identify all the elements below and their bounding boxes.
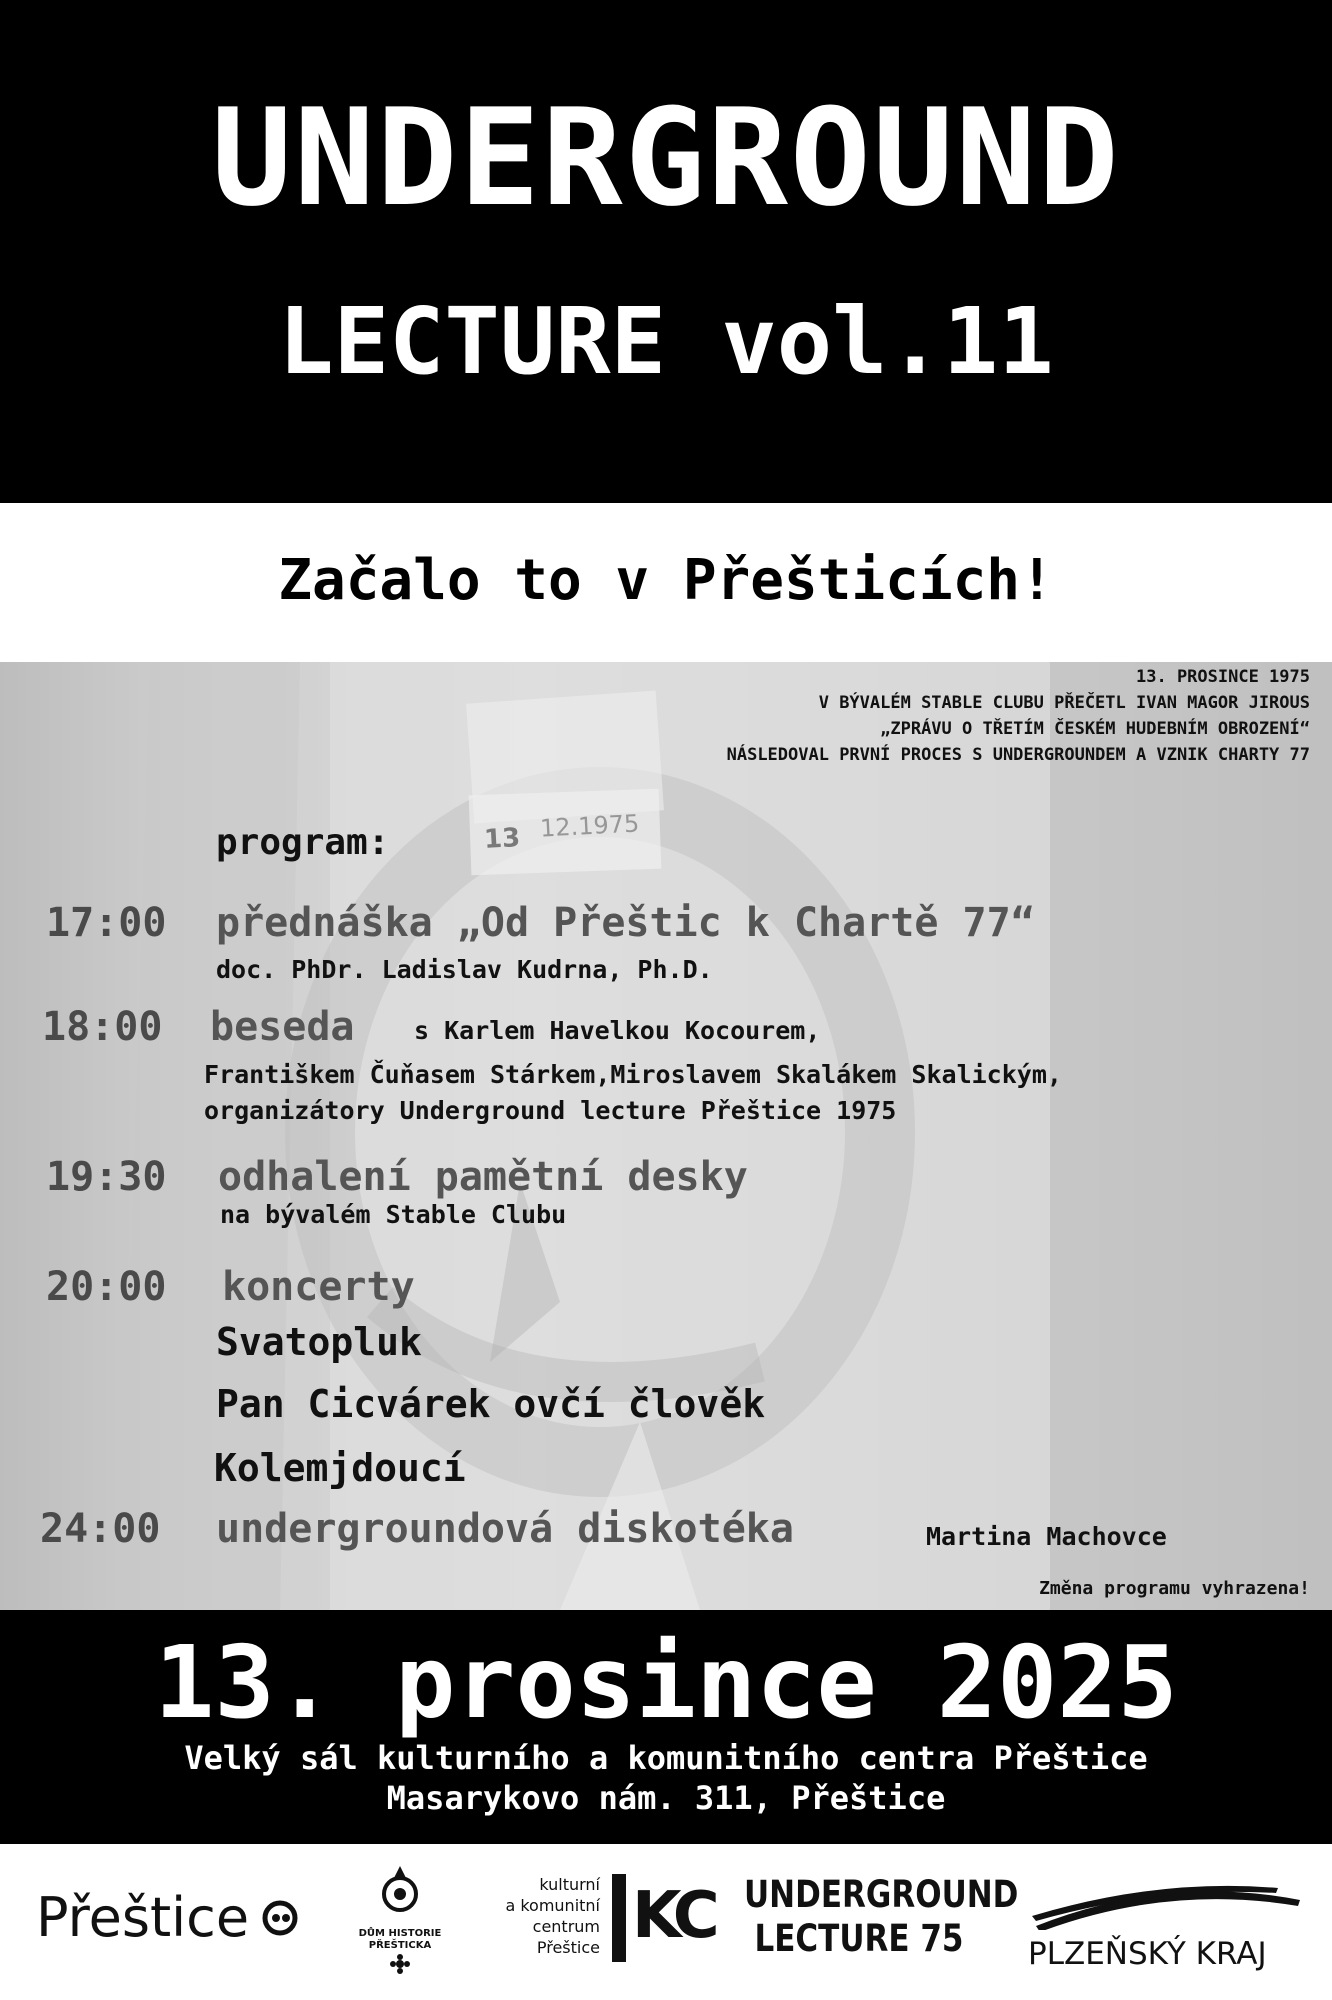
photo-texture — [0, 662, 1332, 1610]
photo-label-number: 13 — [483, 823, 521, 855]
program-heading: program: — [216, 822, 390, 863]
program-time: 20:00 — [46, 1264, 167, 1310]
history-line: NÁSLEDOVAL PRVNÍ PROCES S UNDERGROUNDEM A VZNIK CHARTY 77 — [726, 745, 1310, 765]
band-name: Pan Cicvárek ovčí člověk — [216, 1382, 766, 1426]
prestice-logo-icon — [262, 1900, 306, 1936]
ul75-line-1: UNDERGROUND — [744, 1873, 1019, 1917]
program-detail: organizátory Underground lecture Přeštice 1975 — [204, 1096, 897, 1125]
history-line: „ZPRÁVU O TŘETÍM ČESKÉM HUDEBNÍM OBROZENÍ“ — [880, 719, 1310, 739]
program-detail: doc. PhDr. Ladislav Kudrna, Ph.D. — [216, 955, 713, 984]
program-event: odhalení pamětní desky — [218, 1154, 748, 1200]
venue-address: Masarykovo nám. 311, Přeštice — [386, 1779, 946, 1817]
kkc-text-1: kulturní — [539, 1875, 600, 1894]
ul75-line-2: LECTURE 75 — [754, 1917, 964, 1961]
poster-title: UNDERGROUND — [211, 80, 1121, 236]
band-name: Kolemjdoucí — [214, 1446, 466, 1490]
history-line: 13. PROSINCE 1975 — [1136, 667, 1310, 687]
plzensky-kraj-swoosh-icon — [1028, 1878, 1308, 1930]
kkc-text-2: a komunitní — [505, 1896, 600, 1915]
venue-name: Velký sál kulturního a komunitního centra Přeštice — [184, 1739, 1148, 1777]
kkc-mark: KC — [632, 1879, 714, 1953]
kkc-text-3: centrum — [532, 1917, 600, 1936]
kkc-logo — [490, 1860, 714, 1980]
band-name: Svatopluk — [216, 1320, 422, 1364]
program-time: 18:00 — [42, 1004, 163, 1050]
program-event: beseda — [210, 1004, 355, 1050]
plzensky-kraj-text: PLZEŇSKÝ KRAJ — [1028, 1936, 1267, 1972]
dum-historie-logo — [350, 1860, 450, 1980]
prestice-logo-text: Přeštice — [36, 1886, 250, 1949]
program-detail: Františkem Čuňasem Stárkem,Miroslavem Skalákem Skalickým, — [204, 1060, 1062, 1089]
plzensky-kraj-logo — [1020, 1860, 1310, 1980]
background-photo — [0, 662, 1332, 1610]
poster-subtitle: LECTURE vol.11 — [278, 288, 1054, 395]
program-detail: na bývalém Stable Clubu — [220, 1200, 567, 1229]
kkc-text-4: Přeštice — [536, 1938, 600, 1957]
program-time: 17:00 — [46, 900, 167, 946]
program-detail: s Karlem Havelkou Kocourem, — [414, 1016, 821, 1045]
dum-historie-text-2: PŘEŠTICKA — [368, 1940, 432, 1951]
event-date: 13. prosince 2025 — [154, 1624, 1178, 1741]
history-line: V BÝVALÉM STABLE CLUBU PŘEČETL IVAN MAGOR JIROUS — [818, 693, 1310, 713]
program-time: 24:00 — [40, 1506, 161, 1552]
program-event: přednáška „Od Přeštic k Chartě 77“ — [216, 900, 1035, 946]
photo-label-date: 12.1975 — [539, 809, 640, 843]
program-time: 19:30 — [46, 1154, 167, 1200]
dum-historie-flower-icon — [390, 1954, 410, 1974]
program-event: undergroundová diskotéka — [216, 1506, 794, 1552]
dum-historie-text-1: DŮM HISTORIE — [358, 1928, 442, 1939]
program-detail: Martina Machovce — [926, 1522, 1167, 1551]
dum-historie-icon — [378, 1864, 422, 1924]
program-note: Změna programu vyhrazena! — [1039, 1578, 1310, 1599]
header-band — [0, 0, 1332, 503]
tagline: Začalo to v Přešticích! — [278, 548, 1054, 613]
program-event: koncerty — [222, 1264, 415, 1310]
kkc-bar-icon — [608, 1874, 634, 1962]
underground-lecture-75-logo — [744, 1860, 1019, 1980]
prestice-logo — [36, 1860, 306, 1980]
